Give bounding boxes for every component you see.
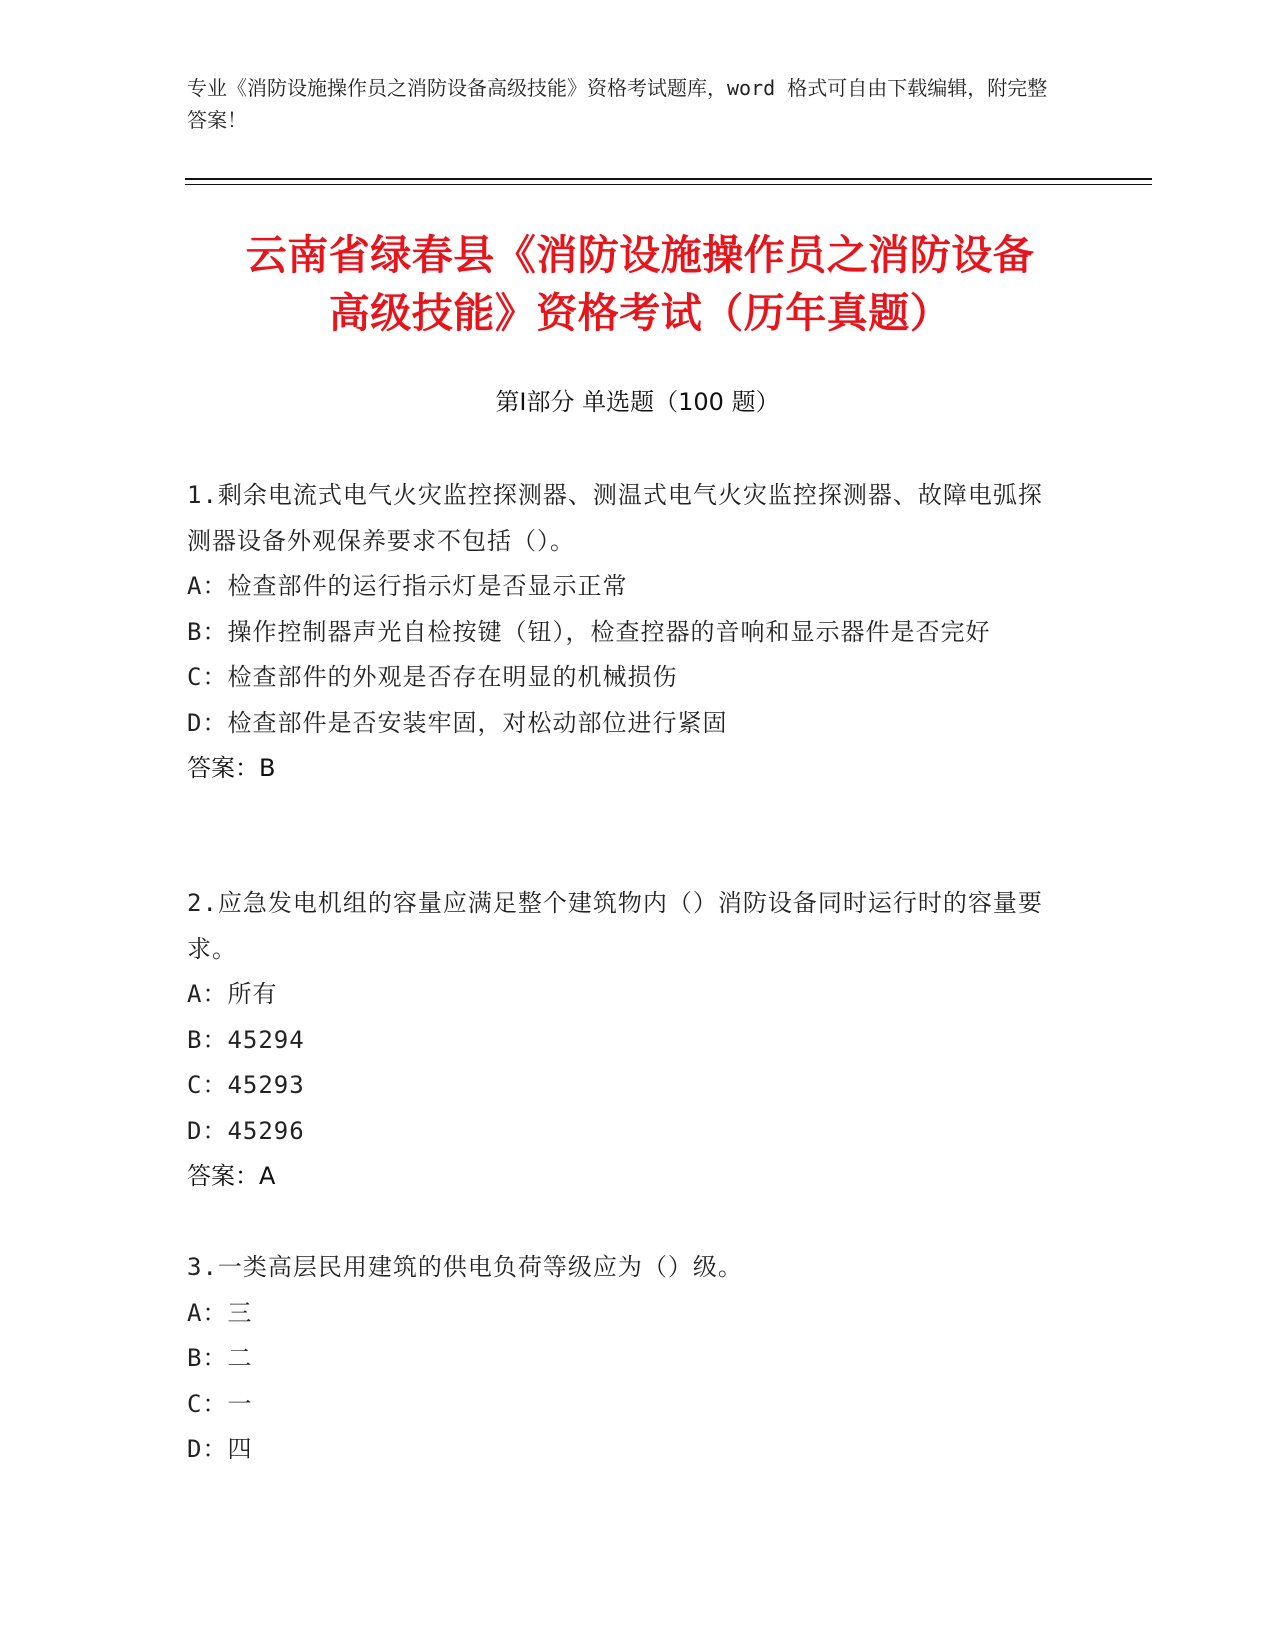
document-title bbox=[160, 226, 1120, 342]
option-a: A：检查部件的运行指示灯是否显示正常 bbox=[187, 572, 628, 600]
question-2 bbox=[187, 881, 1067, 1200]
question-3 bbox=[187, 1245, 1067, 1473]
answer: 答案：A bbox=[187, 1162, 276, 1190]
section-title: 第Ⅰ部分 单选题（100 题） bbox=[495, 388, 780, 416]
option-d: D：45296 bbox=[187, 1116, 305, 1145]
header-divider-thin bbox=[185, 184, 1152, 185]
document-title-line-2: 高级技能》资格考试（历年真题） bbox=[328, 289, 952, 337]
header-divider-thick bbox=[185, 178, 1152, 180]
question-stem: 2.应急发电机组的容量应满足整个建筑物内（）消防设备同时运行时的容量要求。 bbox=[187, 889, 1043, 963]
header-note: 专业《消防设施操作员之消防设备高级技能》资格考试题库，word 格式可自由下载编辑，附完整答案！ bbox=[187, 76, 1048, 132]
option-a: A：所有 bbox=[187, 980, 278, 1008]
option-b: B：45294 bbox=[187, 1025, 305, 1054]
option-d: D：四 bbox=[187, 1435, 253, 1463]
option-c: C：检查部件的外观是否存在明显的机械损伤 bbox=[187, 663, 678, 691]
option-d: D：检查部件是否安装牢固，对松动部位进行紧固 bbox=[187, 708, 728, 737]
question-1 bbox=[187, 473, 1067, 792]
answer: 答案：B bbox=[187, 754, 276, 782]
question-stem: 1.剩余电流式电气火灾监控探测器、测温式电气火灾监控探测器、故障电弧探测器设备外观保养要求不包括（）。 bbox=[187, 481, 1043, 555]
option-b: B：操作控制器声光自检按键（钮），检查控器的音响和显示器件是否完好 bbox=[187, 617, 991, 646]
option-c: C：45293 bbox=[187, 1071, 305, 1099]
option-b: B：二 bbox=[187, 1344, 253, 1372]
option-a: A：三 bbox=[187, 1298, 253, 1327]
document-title-line-1: 云南省绿春县《消防设施操作员之消防设备 bbox=[245, 231, 1035, 279]
option-c: C：一 bbox=[187, 1389, 253, 1418]
question-stem: 3.一类高层民用建筑的供电负荷等级应为（）级。 bbox=[187, 1253, 743, 1281]
